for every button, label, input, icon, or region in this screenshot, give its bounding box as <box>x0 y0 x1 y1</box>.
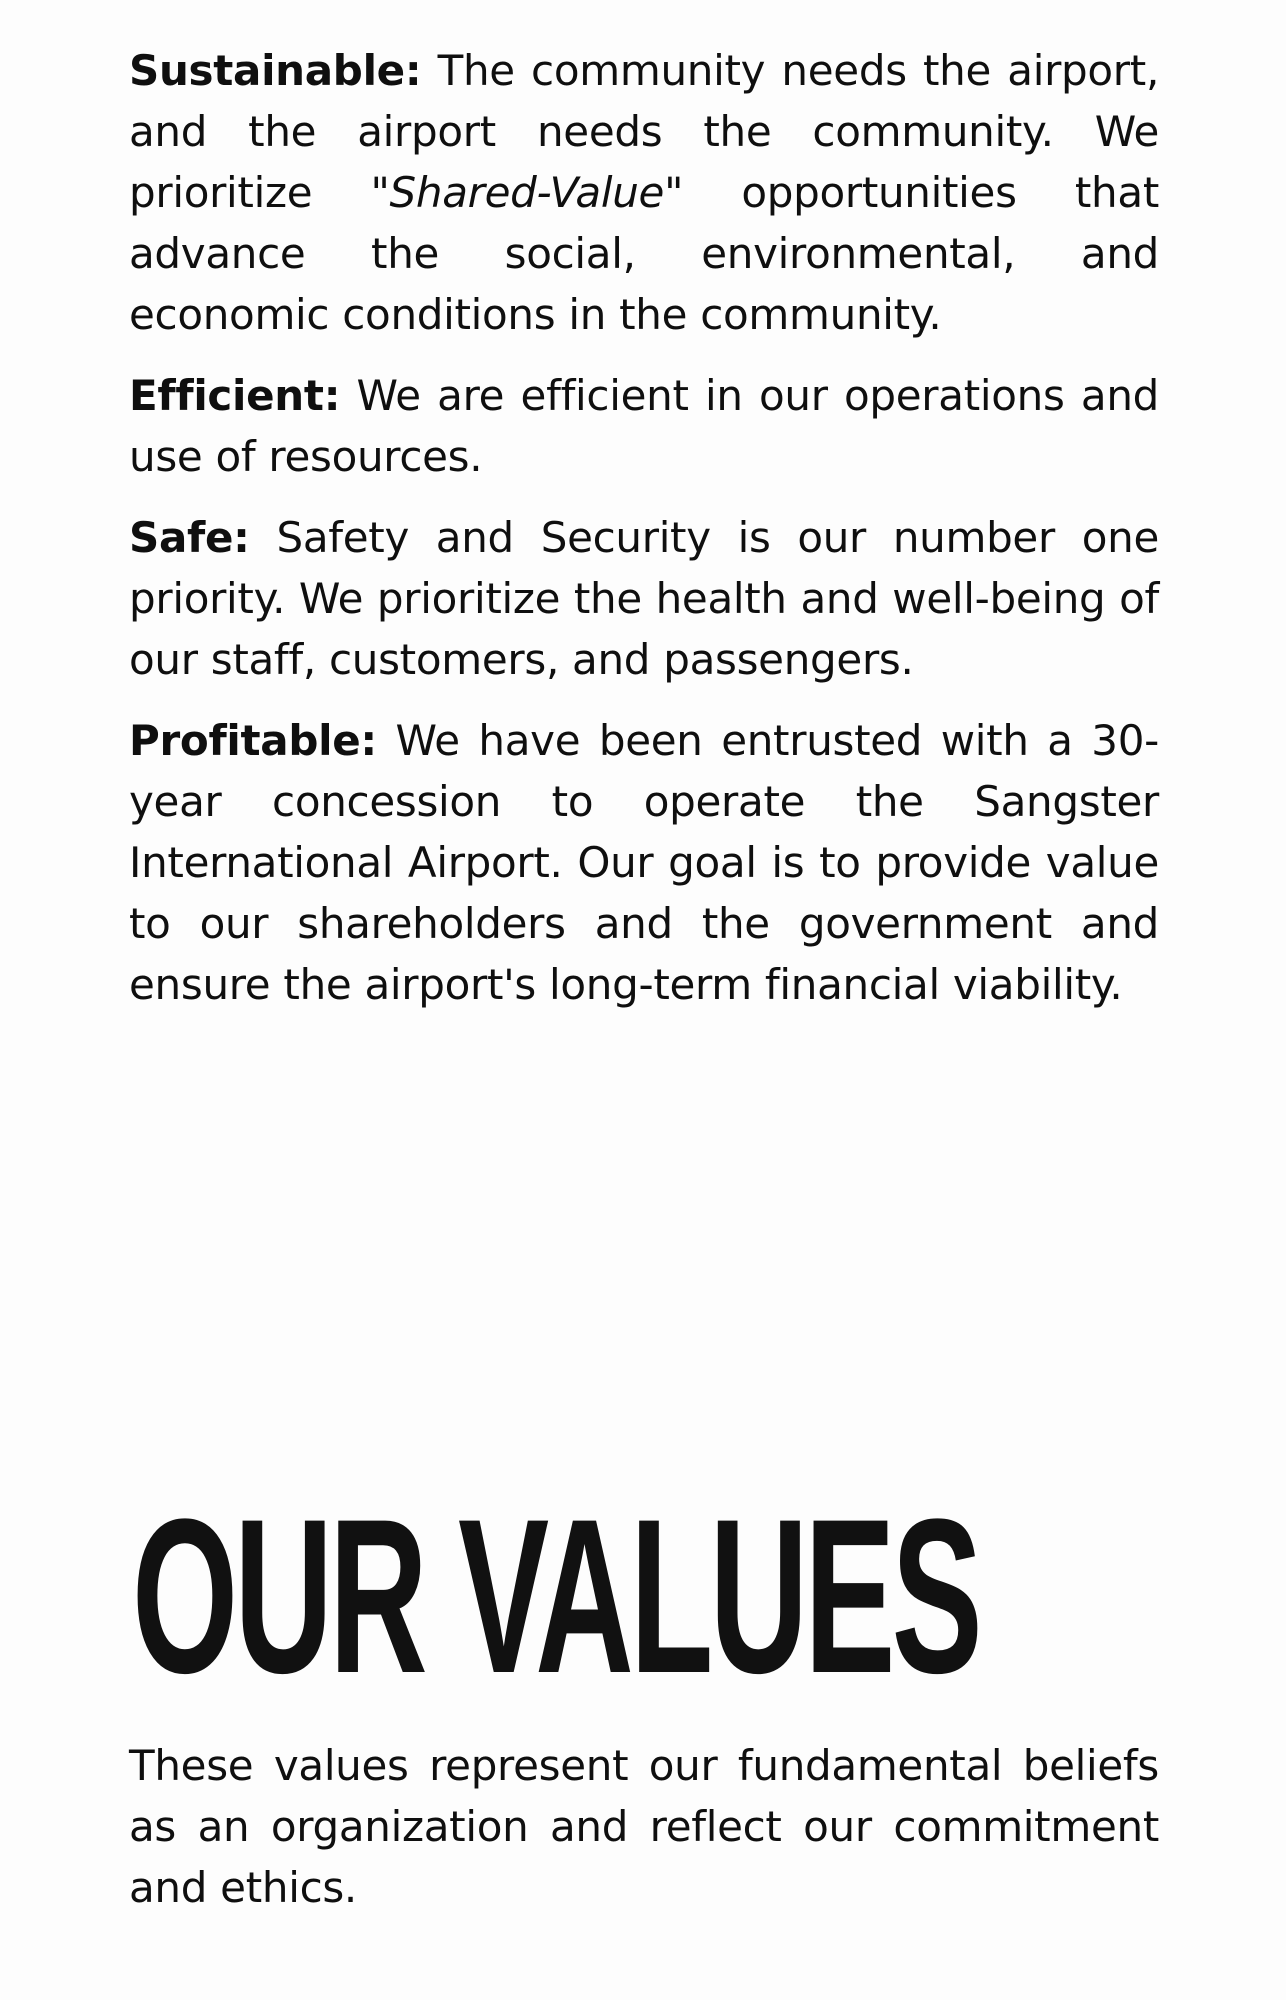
shared-value-emphasis: "Shared-Value" <box>370 168 684 217</box>
value-text-safe: Safety and Security is our number one priority. We prioritize the health and well-being of our staff, customers, and passengers. <box>129 513 1159 684</box>
value-text-efficient: We are efficient in our operations and use of resources. <box>129 371 1159 481</box>
value-item-efficient <box>129 365 1159 487</box>
value-text-sustainable-after: opportunities that advance the social, environmental, and economic conditions in the community. <box>129 168 1159 339</box>
values-list <box>129 40 1159 1035</box>
value-label-safe: Safe: <box>129 513 250 562</box>
value-item-profitable <box>129 710 1159 1015</box>
value-text-sustainable-before: The community needs the airport, and the airport needs the community. We prioritize <box>129 46 1159 217</box>
value-label-efficient: Efficient: <box>129 371 341 420</box>
value-item-sustainable <box>129 40 1159 345</box>
value-label-profitable: Profitable: <box>129 716 377 765</box>
value-item-safe <box>129 507 1159 690</box>
our-values-intro: These values represent our fundamental beliefs as an organization and reflect our commitment and ethics. <box>129 1741 1159 1912</box>
value-text-profitable: We have been entrusted with a 30-year concession to operate the Sangster International Airport. Our goal is to provide value to our shareholders and the government and ensure the airport's long-term financial viability. <box>129 716 1159 1009</box>
our-values-heading: OUR VALUES <box>132 1473 979 1719</box>
value-label-sustainable: Sustainable: <box>129 46 422 95</box>
